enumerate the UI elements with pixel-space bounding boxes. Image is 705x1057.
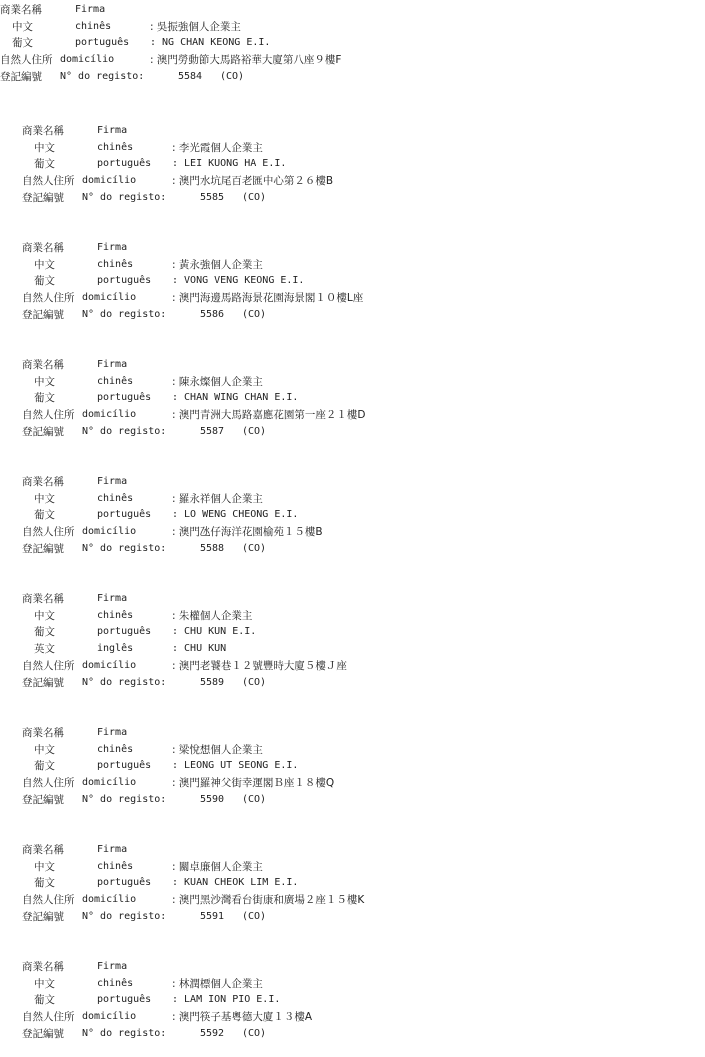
chinese-name-value: : 黃永強個人企業主 — [172, 258, 263, 271]
registry-label-zh: 登記編號 — [22, 910, 64, 923]
domicile-label-zh: 自然人住所 — [22, 1011, 75, 1024]
domicile-value: : 澳門筷子基粵德大廈１３樓A — [172, 1011, 313, 1024]
registry-code: (CO) — [242, 1027, 267, 1039]
portuguese-label-pt: português — [97, 275, 152, 287]
domicile-label-pt: domicílio — [82, 292, 137, 304]
firma-label-zh: 商業名稱 — [22, 242, 64, 254]
firma-label-zh: 商業名稱 — [22, 359, 64, 371]
registry-label-zh: 登記編號 — [22, 308, 64, 321]
registry-label-pt: N° do registo: — [82, 1027, 167, 1039]
domicile-label-pt: domicílio — [82, 777, 137, 789]
firma-label-pt: Firma — [97, 476, 128, 487]
chinese-label-pt: chinês — [97, 375, 134, 387]
registry-label-zh: 登記編號 — [22, 676, 64, 689]
portuguese-name-value: : LO WENG CHEONG E.I. — [172, 509, 299, 521]
domicile-label-zh: 自然人住所 — [0, 54, 53, 67]
domicile-value: : 澳門水坑尾百老匯中心第２６樓B — [172, 175, 334, 188]
chinese-name-value: : 關卓廉個人企業主 — [172, 860, 263, 873]
english-name-value: : CHU KUN — [172, 643, 227, 655]
portuguese-label-pt: português — [97, 158, 152, 170]
chinese-label-pt: chinês — [97, 860, 134, 872]
domicile-label-pt: domicílio — [82, 409, 137, 421]
domicile-label-pt: domicílio — [82, 1011, 137, 1023]
portuguese-name-value: : LAM ION PIO E.I. — [172, 994, 281, 1006]
chinese-label-pt: chinês — [97, 492, 134, 504]
english-label-zh: 英文 — [34, 643, 55, 656]
firma-label-pt: Firma — [97, 593, 128, 604]
portuguese-label-zh: 葡文 — [34, 158, 55, 171]
domicile-label-zh: 自然人住所 — [22, 526, 75, 539]
registry-label-pt: N° do registo: — [82, 793, 167, 805]
chinese-label-zh: 中文 — [34, 375, 55, 388]
domicile-label-zh: 自然人住所 — [22, 659, 75, 672]
chinese-name-value: : 吳振強個人企業主 — [150, 20, 241, 33]
domicile-value: : 澳門黑沙灣看台街康和廣場２座１５樓K — [172, 894, 365, 907]
firma-label-pt: Firma — [97, 727, 128, 738]
chinese-name-value: : 陳永燦個人企業主 — [172, 375, 263, 388]
portuguese-label-zh: 葡文 — [12, 37, 33, 50]
portuguese-label-pt: português — [97, 994, 152, 1006]
chinese-label-zh: 中文 — [34, 258, 55, 271]
domicile-value: : 澳門羅神父街幸運閣Ｂ座１８樓Q — [172, 777, 335, 790]
firma-label-zh: 商業名稱 — [22, 593, 64, 605]
domicile-label-pt: domicílio — [82, 659, 137, 671]
firma-label-zh: 商業名稱 — [22, 961, 64, 973]
registry-label-pt: N° do registo: — [82, 191, 167, 203]
registry-label-zh: 登記編號 — [0, 70, 42, 83]
domicile-value: : 澳門勞動節大馬路裕華大廈第八座９樓F — [150, 54, 342, 67]
registry-label-zh: 登記編號 — [22, 793, 64, 806]
domicile-label-zh: 自然人住所 — [22, 292, 75, 305]
portuguese-label-pt: português — [97, 877, 152, 889]
registry-number: 5587 — [200, 425, 225, 437]
registry-label-pt: N° do registo: — [82, 308, 167, 320]
portuguese-name-value: : VONG VENG KEONG E.I. — [172, 275, 305, 287]
domicile-label-pt: domicílio — [82, 175, 137, 187]
firma-label-pt: Firma — [97, 242, 128, 253]
portuguese-label-pt: português — [97, 626, 152, 638]
registry-number: 5590 — [200, 793, 225, 805]
portuguese-name-value: : CHAN WING CHAN E.I. — [172, 392, 299, 404]
domicile-value: : 澳門老饕巷１２號豐時大廈５樓Ｊ座 — [172, 659, 347, 672]
registry-number: 5589 — [200, 676, 225, 688]
firma-label-zh: 商業名稱 — [22, 844, 64, 856]
domicile-label-pt: domicílio — [82, 526, 137, 538]
portuguese-name-value: : LEI KUONG HA E.I. — [172, 158, 287, 170]
registry-code: (CO) — [242, 425, 267, 437]
registry-number: 5591 — [200, 910, 225, 922]
registry-label-pt: N° do registo: — [82, 676, 167, 688]
chinese-label-zh: 中文 — [34, 860, 55, 873]
firma-label-pt: Firma — [97, 844, 128, 855]
firma-label-zh: 商業名稱 — [22, 125, 64, 137]
registry-label-pt: N° do registo: — [82, 910, 167, 922]
portuguese-label-zh: 葡文 — [34, 626, 55, 639]
english-label-pt: inglês — [97, 643, 134, 655]
registry-code: (CO) — [242, 793, 267, 805]
portuguese-label-pt: português — [97, 509, 152, 521]
registry-number: 5586 — [200, 308, 225, 320]
registry-number: 5592 — [200, 1027, 225, 1039]
registry-label-zh: 登記編號 — [22, 1027, 64, 1040]
portuguese-label-zh: 葡文 — [34, 392, 55, 405]
portuguese-label-pt: português — [97, 392, 152, 404]
registry-label-pt: N° do registo: — [82, 425, 167, 437]
chinese-label-zh: 中文 — [34, 609, 55, 622]
firma-label-zh: 商業名稱 — [0, 4, 42, 16]
portuguese-label-zh: 葡文 — [34, 994, 55, 1007]
registry-code: (CO) — [242, 542, 267, 554]
chinese-label-pt: chinês — [97, 743, 134, 755]
registry-code: (CO) — [242, 676, 267, 688]
chinese-name-value: : 林潤標個人企業主 — [172, 977, 263, 990]
registry-code: (CO) — [242, 191, 267, 203]
chinese-label-pt: chinês — [97, 141, 134, 153]
domicile-label-zh: 自然人住所 — [22, 894, 75, 907]
registry-label-pt: N° do registo: — [60, 70, 145, 82]
portuguese-label-pt: português — [75, 37, 130, 49]
registry-code: (CO) — [242, 910, 267, 922]
portuguese-name-value: : LEONG UT SEONG E.I. — [172, 760, 299, 772]
firma-label-zh: 商業名稱 — [22, 476, 64, 488]
domicile-label-zh: 自然人住所 — [22, 409, 75, 422]
registry-code: (CO) — [220, 70, 245, 82]
domicile-label-zh: 自然人住所 — [22, 175, 75, 188]
chinese-label-pt: chinês — [75, 20, 112, 32]
portuguese-name-value: : KUAN CHEOK LIM E.I. — [172, 877, 299, 889]
portuguese-label-pt: português — [97, 760, 152, 772]
portuguese-label-zh: 葡文 — [34, 509, 55, 522]
registry-number: 5584 — [178, 70, 203, 82]
chinese-name-value: : 羅永祥個人企業主 — [172, 492, 263, 505]
firma-label-pt: Firma — [75, 4, 106, 15]
firma-label-pt: Firma — [97, 359, 128, 370]
portuguese-name-value: : CHU KUN E.I. — [172, 626, 257, 638]
chinese-name-value: : 李光霞個人企業主 — [172, 141, 263, 154]
domicile-label-zh: 自然人住所 — [22, 777, 75, 790]
registry-number: 5585 — [200, 191, 225, 203]
chinese-label-zh: 中文 — [34, 743, 55, 756]
chinese-name-value: : 朱權個人企業主 — [172, 609, 253, 622]
registry-label-zh: 登記編號 — [22, 191, 64, 204]
portuguese-label-zh: 葡文 — [34, 760, 55, 773]
portuguese-name-value: : NG CHAN KEONG E.I. — [150, 37, 271, 49]
registry-label-zh: 登記編號 — [22, 542, 64, 555]
portuguese-label-zh: 葡文 — [34, 877, 55, 890]
firma-label-pt: Firma — [97, 961, 128, 972]
registry-label-pt: N° do registo: — [82, 542, 167, 554]
chinese-label-zh: 中文 — [12, 20, 33, 33]
chinese-label-zh: 中文 — [34, 977, 55, 990]
domicile-value: : 澳門青洲大馬路嘉應花園第一座２１樓D — [172, 409, 366, 422]
chinese-label-pt: chinês — [97, 258, 134, 270]
registry-number: 5588 — [200, 542, 225, 554]
domicile-label-pt: domicílio — [60, 54, 115, 66]
firma-label-pt: Firma — [97, 125, 128, 136]
chinese-label-pt: chinês — [97, 977, 134, 989]
portuguese-label-zh: 葡文 — [34, 275, 55, 288]
chinese-label-pt: chinês — [97, 609, 134, 621]
chinese-label-zh: 中文 — [34, 141, 55, 154]
chinese-label-zh: 中文 — [34, 492, 55, 505]
chinese-name-value: : 梁悅想個人企業主 — [172, 743, 263, 756]
domicile-value: : 澳門氹仔海洋花園榆苑１５樓B — [172, 526, 323, 539]
domicile-label-pt: domicílio — [82, 894, 137, 906]
registry-code: (CO) — [242, 308, 267, 320]
domicile-value: : 澳門海邊馬路海景花園海景閣１０樓L座 — [172, 292, 364, 305]
registry-label-zh: 登記編號 — [22, 425, 64, 438]
firma-label-zh: 商業名稱 — [22, 727, 64, 739]
